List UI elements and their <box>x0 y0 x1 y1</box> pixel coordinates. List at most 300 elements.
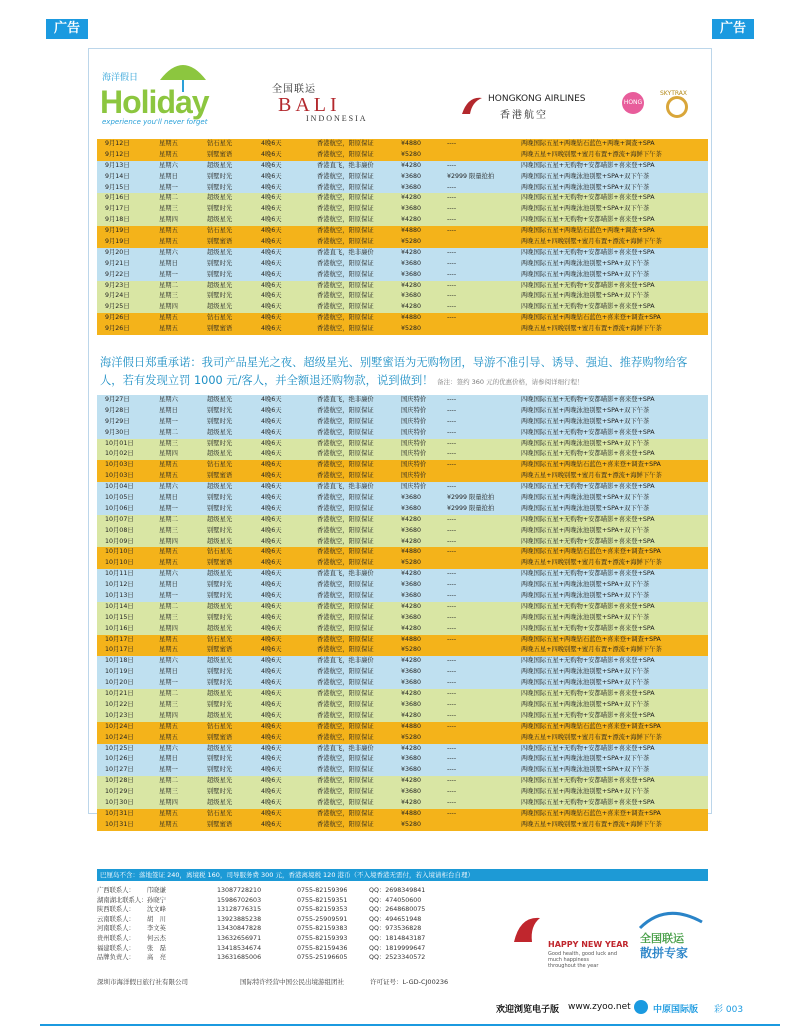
schedule-cell: ¥3680 <box>401 613 422 621</box>
license-type: 国际特许经营中国公民出境游组团社 <box>240 978 344 986</box>
schedule-cell: 4晚6天 <box>261 537 282 545</box>
schedule-cell: 星期二 <box>159 515 178 523</box>
schedule-cell: 4晚6天 <box>261 238 282 246</box>
schedule-cell: ¥2999 限量抢拍 <box>447 172 495 180</box>
schedule-cell: 星期日 <box>159 172 178 180</box>
contact-field: QQ：1819999647 <box>369 944 426 952</box>
schedule-cell: 4晚6天 <box>261 559 282 567</box>
schedule-cell: 10月23日 <box>105 711 134 719</box>
schedule-cell: 9月15日 <box>105 183 130 191</box>
schedule-cell: 香港航空，阳原保证 <box>317 624 374 632</box>
schedule-cell: 星期四 <box>159 624 178 632</box>
schedule-cell: 星期五 <box>159 461 178 469</box>
schedule-cell: ¥4280 <box>401 711 422 719</box>
schedule-cell: ¥3680 <box>401 581 422 589</box>
schedule-cell: 4晚6天 <box>261 406 282 414</box>
schedule-cell: 10月22日 <box>105 700 134 708</box>
schedule-cell: 星期一 <box>159 766 178 774</box>
schedule-cell: 超级星光 <box>207 515 233 523</box>
schedule-cell: 四晚国际五星+无购物+安都喵影+喜来登+SPA <box>521 396 655 403</box>
contact-field: 广西联系人： <box>97 887 135 894</box>
schedule-cell: 超级星光 <box>207 248 233 256</box>
schedule-cell: 两晚国际五星+两晚泳池别墅+SPA+双下午茶 <box>521 406 650 414</box>
schedule-row <box>97 150 708 161</box>
schedule-cell: 星期六 <box>159 570 178 578</box>
schedule-cell: ¥4280 <box>401 161 422 169</box>
schedule-cell: 香港航空，阳原保证 <box>317 172 374 180</box>
contact-field: QQ：494651948 <box>369 915 422 923</box>
schedule-cell: ---- <box>447 744 457 752</box>
contact-field: 胡 川 <box>147 915 166 923</box>
schedule-cell: 10月16日 <box>105 624 134 632</box>
schedule-row <box>97 591 708 602</box>
schedule-cell: 10月20日 <box>105 679 134 687</box>
schedule-cell: 香港直飞，绝非廉价 <box>317 744 374 752</box>
schedule-cell: ---- <box>447 766 457 774</box>
schedule-cell: 两晚国际五星+两晚泳池别墅+SPA+双下午茶 <box>521 755 650 763</box>
schedule-cell: 香港航空，阳原保证 <box>317 809 374 817</box>
schedule-cell: ¥4280 <box>401 798 422 806</box>
schedule-cell: 9月24日 <box>105 292 130 300</box>
schedule-cell: 4晚6天 <box>261 548 282 556</box>
schedule-cell: 4晚6天 <box>261 281 282 289</box>
schedule-cell: 星期四 <box>159 798 178 806</box>
schedule-cell: 香港航空，阳原保证 <box>317 559 374 567</box>
schedule-cell: 超级星光 <box>207 450 233 458</box>
schedule-cell: 超级星光 <box>207 428 233 436</box>
schedule-cell: ¥4880 <box>401 635 422 643</box>
schedule-cell: 两晚国际五星+两晚钻石蓝色+喜来登+调查+SPA <box>521 809 661 817</box>
schedule-cell: 钻石星光 <box>207 227 233 235</box>
schedule-cell: 星期五 <box>159 809 178 817</box>
schedule-cell: 别墅蜜语 <box>207 820 233 828</box>
schedule-cell: 别墅时光 <box>207 581 233 589</box>
schedule-cell: 超级星光 <box>207 657 233 665</box>
schedule-cell: ---- <box>447 526 457 534</box>
schedule-cell: 国庆特价 <box>401 396 427 403</box>
schedule-row <box>97 172 708 183</box>
schedule-cell: 四晚国际五星+无购物+安都喵影+喜来登+SPA <box>521 515 655 523</box>
schedule-row <box>97 248 708 259</box>
schedule-cell: 星期六 <box>159 744 178 752</box>
schedule-cell: ---- <box>447 548 457 556</box>
schedule-row <box>97 313 708 324</box>
schedule-cell: 香港直飞，绝非廉价 <box>317 657 374 665</box>
schedule-cell: 超级星光 <box>207 281 233 289</box>
schedule-row <box>97 515 708 526</box>
schedule-cell: 星期日 <box>159 755 178 763</box>
schedule-cell: 香港航空，阳原保证 <box>317 788 374 796</box>
schedule-cell: 别墅蜜语 <box>207 150 233 158</box>
schedule-cell: 9月25日 <box>105 303 130 311</box>
schedule-cell: 两晚五星+四晚别墅+蜜月布置+漂流+海鲜下午茶 <box>521 325 662 333</box>
schedule-cell: 星期六 <box>159 657 178 665</box>
schedule-cell: 星期一 <box>159 504 178 512</box>
schedule-cell: 星期五 <box>159 150 178 158</box>
schedule-cell: 香港航空，阳原保证 <box>317 461 374 469</box>
schedule-cell: 星期二 <box>159 777 178 785</box>
schedule-cell: ---- <box>447 406 457 414</box>
schedule-cell: 9月16日 <box>105 194 130 202</box>
schedule-cell: 国庆特价 <box>401 417 427 425</box>
schedule-cell: ---- <box>447 635 457 643</box>
schedule-cell: 别墅蜜语 <box>207 646 233 654</box>
schedule-cell: 4晚6天 <box>261 194 282 202</box>
schedule-row <box>97 820 708 831</box>
schedule-cell: 香港航空，阳原保证 <box>317 700 374 708</box>
schedule-cell: 星期五 <box>159 733 178 741</box>
schedule-cell: 两晚国际五星+两晚泳池别墅+SPA+双下午茶 <box>521 700 650 708</box>
schedule-cell: 4晚6天 <box>261 657 282 665</box>
schedule-cell: 10月03日 <box>105 472 134 480</box>
schedule-cell: 钻石星光 <box>207 140 233 147</box>
schedule-cell: ---- <box>447 722 457 730</box>
schedule-cell: 两晚国际五星+两晚泳池别墅+SPA+双下午茶 <box>521 292 650 300</box>
holiday-logo-text: Holiday <box>100 84 209 120</box>
contact-field: 13087728210 <box>217 887 262 894</box>
schedule-cell: 四晚国际五星+无购物+安都喵影+喜来登+SPA <box>521 248 655 256</box>
schedule-cell: 星期二 <box>159 194 178 202</box>
schedule-cell: ¥3680 <box>401 592 422 600</box>
schedule-cell: 10月21日 <box>105 690 134 698</box>
schedule-cell: ---- <box>447 581 457 589</box>
schedule-cell: 别墅时光 <box>207 494 233 502</box>
schedule-cell: 别墅时光 <box>207 292 233 300</box>
schedule-cell: 10月06日 <box>105 504 134 512</box>
schedule-cell: 4晚6天 <box>261 314 282 322</box>
schedule-cell: 4晚6天 <box>261 461 282 469</box>
schedule-cell: 四晚国际五星+无购物+安都喵影+喜来登+SPA <box>521 194 655 202</box>
schedule-cell: 两晚国际五星+两晚泳池别墅+SPA+双下午茶 <box>521 205 650 213</box>
schedule-cell: 四晚国际五星+无购物+安都喵影+喜来登+SPA <box>521 777 655 785</box>
schedule-cell: 4晚6天 <box>261 270 282 278</box>
schedule-cell: ¥4280 <box>401 570 422 578</box>
schedule-table-september <box>97 139 708 335</box>
contact-field: 15986702603 <box>217 896 262 904</box>
contact-field: QQ：973536828 <box>369 925 422 933</box>
schedule-cell: ---- <box>447 183 457 191</box>
schedule-row <box>97 428 708 439</box>
schedule-cell: 钻石星光 <box>207 809 233 817</box>
schedule-cell: ¥3680 <box>401 292 422 300</box>
schedule-cell: 香港航空，阳原保证 <box>317 679 374 687</box>
contact-field: 品牌负责人： <box>97 954 135 962</box>
contact-field: 0755-82159393 <box>297 934 348 942</box>
schedule-cell: 9月22日 <box>105 270 130 278</box>
contact-field: 0755-82159383 <box>297 925 348 933</box>
schedule-cell: ---- <box>447 700 457 708</box>
schedule-row <box>97 809 708 820</box>
schedule-cell: 别墅时光 <box>207 788 233 796</box>
contact-field: 福建联系人： <box>97 944 135 952</box>
schedule-cell: 星期五 <box>159 548 178 556</box>
website-link[interactable]: www.zyoo.net <box>568 1002 631 1012</box>
schedule-cell: 超级星光 <box>207 602 233 610</box>
schedule-cell: 香港航空，阳原保证 <box>317 690 374 698</box>
schedule-cell: 香港航空，阳原保证 <box>317 183 374 191</box>
schedule-cell: 4晚6天 <box>261 613 282 621</box>
schedule-row <box>97 558 708 569</box>
contact-field: 13631685006 <box>217 954 262 962</box>
contact-field: 河南联系人： <box>97 925 135 933</box>
schedule-cell: 四晚国际五星+无购物+安都喵影+喜来登+SPA <box>521 161 655 169</box>
schedule-cell: ¥5280 <box>401 559 422 567</box>
schedule-cell: 两晚国际五星+两晚钻石蓝色+喜来登+调查+SPA <box>521 314 661 322</box>
schedule-cell: 别墅时光 <box>207 679 233 687</box>
schedule-cell: 钻石星光 <box>207 461 233 469</box>
schedule-cell: 别墅时光 <box>207 668 233 676</box>
schedule-row <box>97 635 708 646</box>
schedule-cell: 两晚国际五星+两晚泳池别墅+SPA+双下午茶 <box>521 270 650 278</box>
schedule-row <box>97 711 708 722</box>
contact-field: 李文英 <box>147 925 166 933</box>
schedule-cell: ¥4280 <box>401 281 422 289</box>
contact-row <box>97 934 497 944</box>
schedule-cell: 四晚国际五星+无购物+安都喵影+喜来登+SPA <box>521 744 655 752</box>
schedule-cell: 两晚国际五星+两晚泳池别墅+SPA+双下午茶 <box>521 592 650 600</box>
ad-label-left: 广告 <box>46 19 88 39</box>
schedule-cell: 10月03日 <box>105 461 134 469</box>
schedule-cell: 星期三 <box>159 700 178 708</box>
schedule-cell: 香港航空，阳原保证 <box>317 406 374 414</box>
schedule-cell: ¥3680 <box>401 259 422 267</box>
schedule-cell: 两晚国际五星+两晚钻石蓝色+两晚+调查+SPA <box>521 140 655 147</box>
schedule-cell: 四晚国际五星+无购物+安都喵影+喜来登+SPA <box>521 428 655 436</box>
schedule-cell: 两晚国际五星+两晚泳池别墅+SPA+双下午茶 <box>521 494 650 502</box>
schedule-cell: 香港航空，阳原保证 <box>317 270 374 278</box>
schedule-cell: 香港航空，阳原保证 <box>317 428 374 436</box>
schedule-cell: 星期三 <box>159 292 178 300</box>
schedule-cell: 星期四 <box>159 711 178 719</box>
page-number: 彩 003 <box>714 1005 744 1015</box>
schedule-cell: 星期四 <box>159 450 178 458</box>
schedule-cell: 四晚国际五星+无购物+安都喵影+喜来登+SPA <box>521 798 655 806</box>
schedule-row <box>97 449 708 460</box>
welcome-text: 欢迎浏览电子版 <box>496 1005 560 1015</box>
schedule-cell: 星期二 <box>159 690 178 698</box>
schedule-cell: ---- <box>447 809 457 817</box>
schedule-cell: 4晚6天 <box>261 777 282 785</box>
schedule-cell: 9月18日 <box>105 216 130 224</box>
contact-field: 0755-82159351 <box>297 896 348 904</box>
schedule-cell: 超级星光 <box>207 711 233 719</box>
schedule-cell: 星期三 <box>159 526 178 534</box>
schedule-cell: ¥3680 <box>401 205 422 213</box>
schedule-cell: 别墅时光 <box>207 172 233 180</box>
schedule-cell: ---- <box>447 281 457 289</box>
schedule-cell: 星期五 <box>159 325 178 333</box>
schedule-cell: 10月08日 <box>105 526 134 534</box>
schedule-cell: 两晚五星+四晚别墅+蜜月布置+漂流+海鲜下午茶 <box>521 559 662 567</box>
schedule-row <box>97 765 708 776</box>
schedule-cell: 香港航空，阳原保证 <box>317 205 374 213</box>
schedule-cell: 9月19日 <box>105 238 130 246</box>
schedule-row <box>97 678 708 689</box>
schedule-cell: 两晚五星+四晚别墅+蜜月布置+漂流+海鲜下午茶 <box>521 472 662 480</box>
contact-field: 0755-82159353 <box>297 906 348 914</box>
schedule-cell: 星期五 <box>159 722 178 730</box>
schedule-cell: 4晚6天 <box>261 635 282 643</box>
schedule-row <box>97 722 708 733</box>
schedule-cell: 香港航空，阳原保证 <box>317 581 374 589</box>
schedule-cell: 10月05日 <box>105 494 134 502</box>
schedule-cell: 4晚6天 <box>261 396 282 403</box>
schedule-cell: 香港航空，阳原保证 <box>317 325 374 333</box>
schedule-cell: 香港直飞，绝非廉价 <box>317 483 374 491</box>
schedule-cell: 星期二 <box>159 428 178 436</box>
schedule-row <box>97 798 708 809</box>
brand-swoosh-icon <box>636 908 706 932</box>
schedule-row <box>97 406 708 417</box>
brand-line-1: 全国联运 <box>640 932 684 945</box>
bottom-divider <box>40 1024 780 1026</box>
schedule-cell: 10月17日 <box>105 635 134 643</box>
schedule-cell: 两晚国际五星+两晚泳池别墅+SPA+双下午茶 <box>521 172 650 180</box>
schedule-cell: ¥2999 限量抢拍 <box>447 494 495 502</box>
schedule-cell: ¥5280 <box>401 646 422 654</box>
schedule-cell: 4晚6天 <box>261 788 282 796</box>
schedule-cell: 10月04日 <box>105 483 134 491</box>
skytrax-badge-icon <box>666 96 688 118</box>
schedule-row <box>97 504 708 515</box>
schedule-row <box>97 624 708 635</box>
schedule-row <box>97 183 708 194</box>
schedule-cell: 10月01日 <box>105 439 134 447</box>
schedule-cell: 10月24日 <box>105 722 134 730</box>
schedule-cell: ¥5280 <box>401 325 422 333</box>
schedule-cell: 4晚6天 <box>261 161 282 169</box>
holiday-tagline: experience you'll never forget <box>102 118 208 126</box>
schedule-cell: 10月15日 <box>105 613 134 621</box>
schedule-row <box>97 439 708 450</box>
schedule-cell: 4晚6天 <box>261 624 282 632</box>
schedule-cell: ¥3680 <box>401 183 422 191</box>
schedule-cell: ---- <box>447 450 457 458</box>
schedule-cell: 香港航空，阳原保证 <box>317 494 374 502</box>
bali-top-text: 全国联运 <box>272 84 316 95</box>
schedule-cell: 国庆特价 <box>401 450 427 458</box>
contact-row <box>97 953 497 963</box>
schedule-row <box>97 460 708 471</box>
schedule-cell: 10月30日 <box>105 798 134 806</box>
schedule-cell: ---- <box>447 668 457 676</box>
schedule-cell: ---- <box>447 205 457 213</box>
schedule-cell: 两晚国际五星+两晚泳池别墅+SPA+双下午茶 <box>521 788 650 796</box>
schedule-cell: 香港直飞，绝非廉价 <box>317 248 374 256</box>
schedule-cell: 别墅时光 <box>207 259 233 267</box>
schedule-cell: 香港航空，阳原保证 <box>317 227 374 235</box>
contact-row <box>97 924 497 934</box>
schedule-cell: ¥4280 <box>401 537 422 545</box>
schedule-cell: 9月21日 <box>105 259 130 267</box>
schedule-cell: 4晚6天 <box>261 428 282 436</box>
schedule-cell: 星期一 <box>159 679 178 687</box>
schedule-cell: ---- <box>447 303 457 311</box>
schedule-cell: 9月13日 <box>105 161 130 169</box>
schedule-cell: 4晚6天 <box>261 483 282 491</box>
schedule-cell: 别墅蜜语 <box>207 238 233 246</box>
schedule-cell: 香港航空，阳原保证 <box>317 216 374 224</box>
schedule-cell: 星期三 <box>159 788 178 796</box>
schedule-cell: 国庆特价 <box>401 439 427 447</box>
schedule-cell: 10月13日 <box>105 592 134 600</box>
schedule-cell: 星期一 <box>159 270 178 278</box>
schedule-cell: 香港航空，阳原保证 <box>317 439 374 447</box>
contact-field: 何云杰 <box>147 934 166 942</box>
schedule-cell: 4晚6天 <box>261 172 282 180</box>
schedule-cell: 10月14日 <box>105 602 134 610</box>
schedule-cell: 两晚国际五星+两晚钻石蓝色+喜来登+调查+SPA <box>521 722 661 730</box>
schedule-cell: 钻石星光 <box>207 722 233 730</box>
schedule-cell: 别墅时光 <box>207 270 233 278</box>
schedule-cell: 4晚6天 <box>261 526 282 534</box>
schedule-cell: ¥3680 <box>401 172 422 180</box>
schedule-cell: 星期二 <box>159 602 178 610</box>
schedule-cell: 四晚国际五星+无购物+安都喵影+喜来登+SPA <box>521 483 655 491</box>
schedule-cell: ¥3680 <box>401 494 422 502</box>
schedule-cell: 4晚6天 <box>261 504 282 512</box>
contact-field: 沈文峰 <box>147 906 166 914</box>
schedule-cell: 香港航空，阳原保证 <box>317 238 374 246</box>
schedule-cell: 两晚五星+四晚别墅+蜜月布置+漂流+海鲜下午茶 <box>521 238 662 246</box>
schedule-cell: 4晚6天 <box>261 205 282 213</box>
schedule-row <box>97 204 708 215</box>
publisher-logo-icon <box>634 1000 648 1014</box>
bali-sub-text: INDONESIA <box>306 114 368 123</box>
schedule-cell: 别墅时光 <box>207 439 233 447</box>
schedule-cell: ¥4880 <box>401 722 422 730</box>
schedule-cell: ¥4880 <box>401 227 422 235</box>
schedule-cell: 两晚国际五星+两晚泳池别墅+SPA+双下午茶 <box>521 613 650 621</box>
schedule-cell: 国庆特价 <box>401 406 427 414</box>
schedule-cell: 9月17日 <box>105 205 130 213</box>
new-year-horse-icon <box>510 912 546 952</box>
schedule-cell: ¥4280 <box>401 657 422 665</box>
schedule-cell: 10月07日 <box>105 515 134 523</box>
schedule-cell: 两晚国际五星+两晚泳池别墅+SPA+双下午茶 <box>521 581 650 589</box>
schedule-cell: 4晚6天 <box>261 248 282 256</box>
schedule-cell: 10月31日 <box>105 809 134 817</box>
schedule-cell: ¥2999 限量抢拍 <box>447 504 495 512</box>
notice-remark: 备注：签约 360 元的优惠价格，请参阅详细行程！ <box>437 378 584 386</box>
schedule-row <box>97 324 708 335</box>
permit-number: 许可证号：L-GD-CJ00236 <box>370 978 449 986</box>
schedule-cell: ---- <box>447 515 457 523</box>
schedule-cell: 10月10日 <box>105 559 134 567</box>
schedule-cell: 星期四 <box>159 303 178 311</box>
contact-field: 陕西联系人： <box>97 906 135 914</box>
schedule-cell: 星期四 <box>159 537 178 545</box>
schedule-cell: 香港直飞，绝非廉价 <box>317 161 374 169</box>
schedule-cell: 9月28日 <box>105 406 130 414</box>
schedule-cell: 别墅时光 <box>207 592 233 600</box>
schedule-cell: 香港航空，阳原保证 <box>317 303 374 311</box>
schedule-cell: 10月18日 <box>105 657 134 665</box>
schedule-row <box>97 689 708 700</box>
company-name: 深圳市海洋假日旅行社有限公司 <box>97 978 188 986</box>
schedule-row <box>97 161 708 172</box>
schedule-cell: 香港航空，阳原保证 <box>317 798 374 806</box>
schedule-cell: 星期日 <box>159 581 178 589</box>
schedule-cell: 别墅蜜语 <box>207 325 233 333</box>
schedule-cell: 星期五 <box>159 314 178 322</box>
schedule-cell: 4晚6天 <box>261 690 282 698</box>
schedule-cell: 国庆特价 <box>401 472 427 480</box>
schedule-row <box>97 493 708 504</box>
contact-field: 贵州联系人： <box>97 934 135 942</box>
schedule-cell: ---- <box>447 602 457 610</box>
schedule-cell: 别墅时光 <box>207 526 233 534</box>
